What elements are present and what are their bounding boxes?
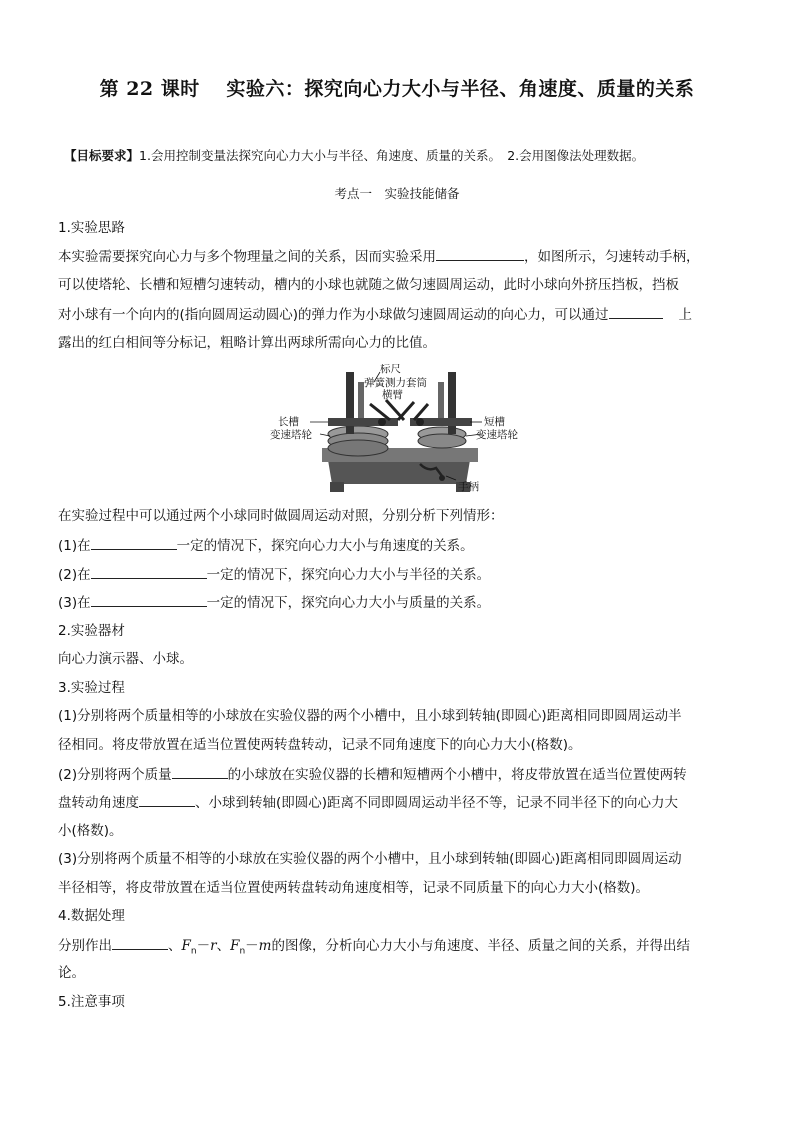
s3-p2-line2 bbox=[58, 792, 678, 813]
text: － bbox=[245, 938, 259, 954]
label-tal-right: 变速塔轮 bbox=[476, 429, 518, 441]
s3-p3-line2: 半径相等，将皮带放置在适当位置使两转盘转动角速度相等，记录不同质量下的向心力大小(格数)。 bbox=[58, 880, 650, 896]
text: － bbox=[196, 938, 211, 954]
s2-heading: 2.实验器材 bbox=[58, 623, 125, 639]
fill-blank[interactable] bbox=[139, 792, 195, 807]
label-changcao: 长槽 bbox=[278, 416, 299, 428]
right-pulley bbox=[418, 434, 466, 448]
s1-para-line1 bbox=[58, 246, 700, 267]
label-taotong: 弹簧测力套筒 bbox=[364, 377, 427, 389]
text: 分别作出 bbox=[58, 938, 112, 954]
label-shoubing: 手柄 bbox=[458, 481, 479, 493]
goal-label: 【目标要求】 bbox=[64, 148, 140, 163]
text: 对小球有一个向内的(指向圆周运动圆心)的弹力作为小球做匀速圆周运动的向心力，可以通过 bbox=[58, 307, 609, 323]
fill-blank[interactable] bbox=[436, 246, 524, 261]
s1-para-line3 bbox=[58, 304, 692, 325]
label-duancao: 短槽 bbox=[484, 416, 505, 428]
cross-arm bbox=[370, 400, 428, 420]
var-m: m bbox=[258, 938, 272, 954]
text: 一定的情况下，探究向心力大小与半径的关系。 bbox=[206, 567, 491, 583]
base-leg bbox=[330, 482, 344, 492]
s1-para-line2: 可以使塔轮、长槽和短槽匀速转动，槽内的小球也就随之做匀速圆周运动，此时小球向外挤压挡板，挡板 bbox=[58, 277, 679, 293]
goal-requirements bbox=[64, 146, 644, 166]
compare-item-2 bbox=[58, 564, 490, 585]
s3-p3-line1: (3)分别将两个质量不相等的小球放在实验仪器的两个小槽中，且小球到转轴(即圆心)距离相同即圆周运动 bbox=[58, 851, 682, 867]
left-pulley bbox=[328, 440, 388, 456]
fill-blank[interactable] bbox=[112, 935, 168, 950]
text: 的图像，分析向心力大小与角速度、半径、质量之间的关系，并得出结 bbox=[271, 938, 690, 954]
var-r: r bbox=[210, 938, 217, 954]
text: (2)在 bbox=[58, 567, 91, 583]
text: 盘转动角速度 bbox=[58, 795, 139, 811]
compare-item-1 bbox=[58, 535, 474, 556]
fill-blank[interactable] bbox=[172, 764, 228, 779]
compare-item-3 bbox=[58, 592, 490, 613]
s1-heading: 1.实验思路 bbox=[58, 220, 125, 236]
text: 、 bbox=[168, 938, 182, 954]
s3-p2-line1 bbox=[58, 764, 687, 785]
goal-text: 1.会用控制变量法探究向心力大小与半径、角速度、质量的关系。 2.会用图像法处理数据。 bbox=[139, 148, 645, 163]
text: 一定的情况下，探究向心力大小与角速度的关系。 bbox=[176, 538, 474, 554]
fill-blank[interactable] bbox=[91, 564, 207, 579]
text: 一定的情况下，探究向心力大小与质量的关系。 bbox=[206, 595, 491, 611]
var-F: F bbox=[230, 938, 240, 954]
compare-intro: 在实验过程中可以通过两个小球同时做圆周运动对照，分别分析下列情形： bbox=[58, 508, 504, 524]
s4-heading: 4.数据处理 bbox=[58, 908, 125, 924]
s1-para-line4: 露出的红白相间等分标记，粗略计算出两球所需向心力的比值。 bbox=[58, 335, 436, 351]
ball bbox=[378, 418, 386, 426]
s3-p1-line2: 径相同。将皮带放置在适当位置使两转盘转动，记录不同角速度下的向心力大小(格数)。 bbox=[58, 737, 582, 753]
apparatus-base bbox=[328, 460, 470, 484]
fill-blank[interactable] bbox=[91, 535, 177, 550]
text: ，如图所示，匀速转动手柄， bbox=[524, 249, 700, 265]
text: (2)分别将两个质量 bbox=[58, 767, 172, 783]
sub-n: n bbox=[190, 946, 197, 957]
centripetal-force-apparatus-figure bbox=[270, 364, 530, 496]
text: 、 bbox=[216, 938, 231, 954]
s3-p1-line1: (1)分别将两个质量相等的小球放在实验仪器的两个小槽中，且小球到转轴(即圆心)距离相同即圆周运动半 bbox=[58, 708, 682, 724]
s3-heading: 3.实验过程 bbox=[58, 680, 125, 696]
text: (3)在 bbox=[58, 595, 91, 611]
fill-blank[interactable] bbox=[609, 304, 663, 319]
s4-line2: 论。 bbox=[58, 965, 85, 981]
text: 、小球到转轴(即圆心)距离不同即圆周运动半径不等，记录不同半径下的向心力大 bbox=[195, 795, 679, 811]
text: 上 bbox=[678, 307, 693, 323]
s5-heading: 5.注意事项 bbox=[58, 994, 125, 1010]
label-biaochi: 标尺 bbox=[380, 364, 401, 375]
sub-n: n bbox=[239, 946, 246, 957]
s3-p2-line3: 小(格数)。 bbox=[58, 823, 123, 839]
s4-line1 bbox=[58, 935, 690, 962]
ball bbox=[416, 418, 424, 426]
fill-blank[interactable] bbox=[91, 592, 207, 607]
s2-text: 向心力演示器、小球。 bbox=[58, 651, 193, 667]
text: 本实验需要探究向心力与多个物理量之间的关系，因而实验采用 bbox=[58, 249, 436, 265]
apparatus-illustration bbox=[270, 364, 530, 496]
label-hengbi: 横臂 bbox=[382, 389, 403, 401]
page-title: 第 22 课时 实验六：探究向心力大小与半径、角速度、质量的关系 bbox=[99, 78, 695, 100]
crank-knob bbox=[439, 475, 445, 481]
text: (1)在 bbox=[58, 538, 91, 554]
label-tal-left: 变速塔轮 bbox=[270, 429, 312, 441]
var-F: F bbox=[181, 938, 191, 954]
section-heading: 考点一 实验技能储备 bbox=[334, 186, 460, 201]
text: 的小球放在实验仪器的长槽和短槽两个小槽中，将皮带放置在适当位置使两转 bbox=[227, 767, 687, 783]
